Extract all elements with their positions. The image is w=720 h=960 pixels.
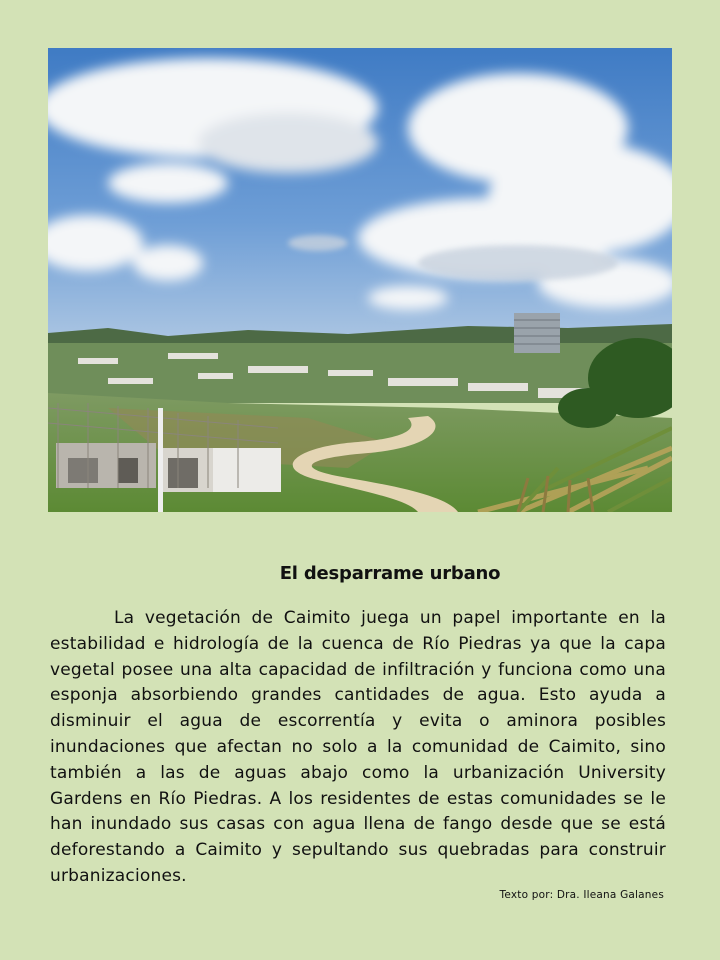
body-paragraph: La vegetación de Caimito juega un papel importante en la estabilidad e hidrología de la cuenca de Río Piedras ya que la capa vegetal posee una alta capacidad de infiltración y funciona como una esponja absorbiendo grandes cantidades de agua. Esto ayuda a disminuir el agua de escorrentía y evita o aminora posibles inundaciones que afectan no solo a la comunidad de Caimito, sino también a las de aguas abajo como la urbanización University Gardens en Río Piedras. A los residentes de estas comunidades se le han inundado sus casas con agua llena de fango desde que se está deforestando a Caimito y sepultando sus quebradas para construir urbanizaciones.: [50, 608, 666, 886]
landscape-photo: [48, 48, 672, 512]
page-title: El desparrame urbano: [279, 563, 501, 584]
author-credit: Texto por: Dra. Ileana Galanes: [499, 889, 664, 901]
